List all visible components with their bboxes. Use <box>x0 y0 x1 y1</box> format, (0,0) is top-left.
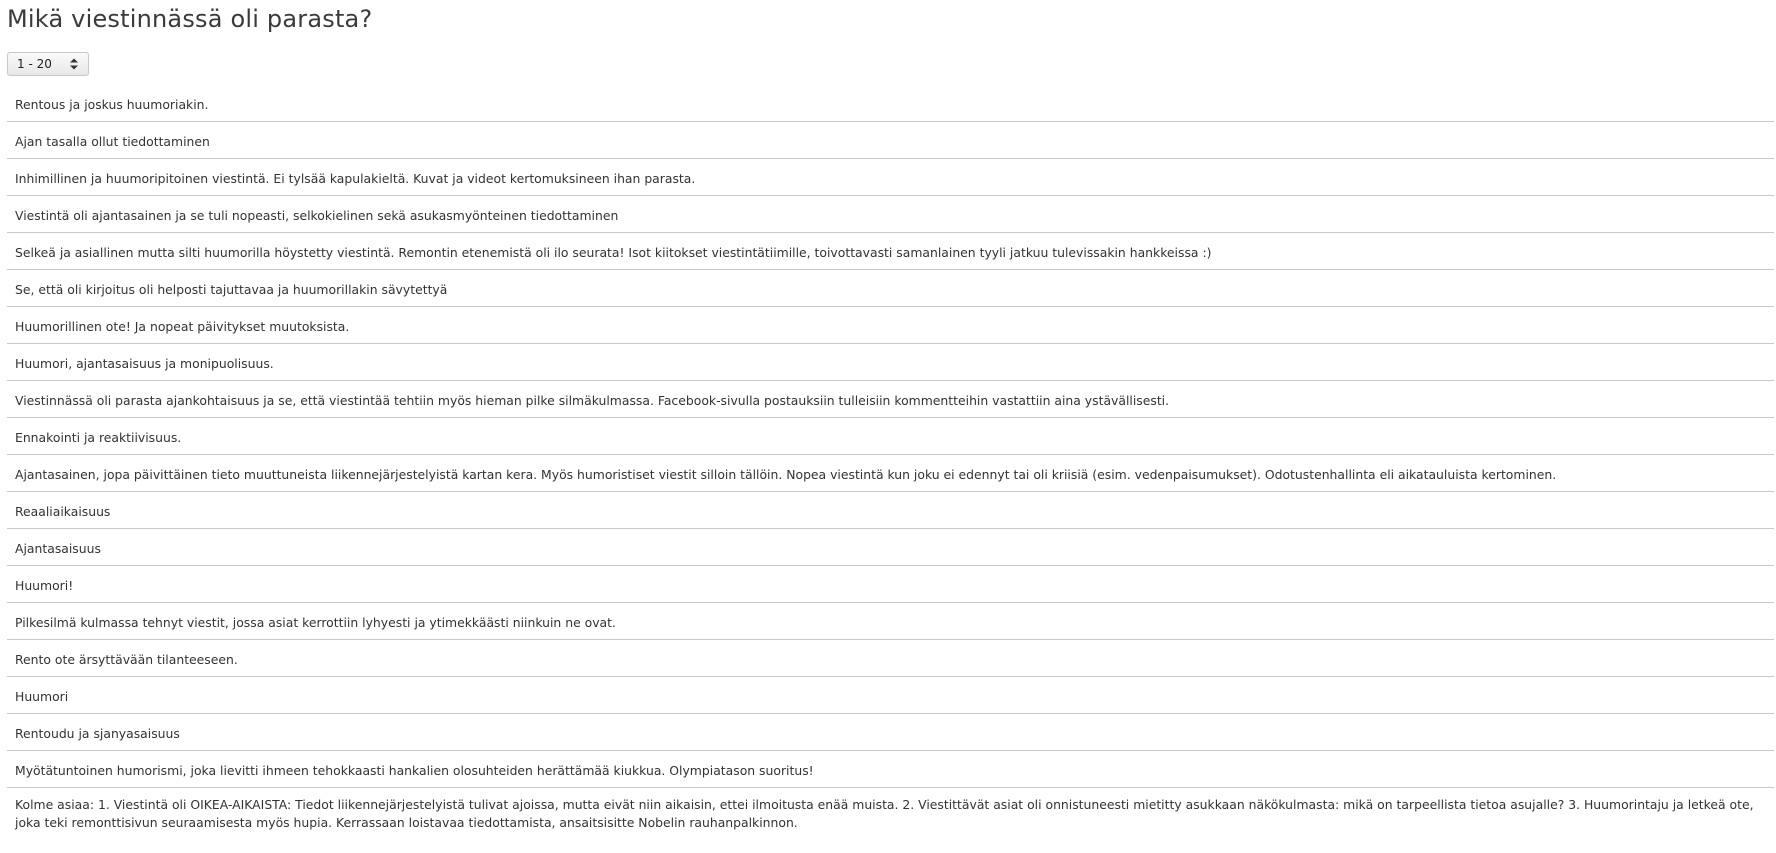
response-item: Huumori! <box>7 566 1774 603</box>
page-title: Mikä viestinnässä oli parasta? <box>7 5 373 33</box>
response-item: Rento ote ärsyttävään tilanteeseen. <box>7 640 1774 677</box>
response-item: Kolme asiaa: 1. Viestintä oli OIKEA-AIKAISTA: Tiedot liikennejärjestelyistä tulivat ajoissa, mutta eivät niin aikaisin, ettei ilmoitusta enää muista. 2. Viestittävät asiat oli onnistuneesti mietitty asukkaan näkökulmasta: mikä on tarpeellista tietoa asujalle? 3. Huumorintaju ja letkeä ote, joka teki remonttisivun seuraamisesta myös hupia. Kerrassaan loistavaa tiedottamista, ansaitsisitte Nobelin rauhanpalkinnon. <box>15 797 1754 830</box>
response-item: Huumori <box>7 677 1774 714</box>
response-item: Inhimillinen ja huumoripitoinen viestintä. Ei tylsää kapulakieltä. Kuvat ja videot kertomuksineen ihan parasta. <box>7 159 1774 196</box>
response-item: Viestinnässä oli parasta ajankohtaisuus ja se, että viestintää tehtiin myös hieman pilke silmäkulmassa. Facebook-sivulla postauksiin tulleisiin kommentteihin vastattiin aina ystävällisesti. <box>7 381 1774 418</box>
response-item: Ajan tasalla ollut tiedottaminen <box>7 122 1774 159</box>
response-item: Pilkesilmä kulmassa tehnyt viestit, jossa asiat kerrottiin lyhyesti ja ytimekkäästi niinkuin ne ovat. <box>7 603 1774 640</box>
response-item: Reaaliaikaisuus <box>7 492 1774 529</box>
response-item: Huumori, ajantasaisuus ja monipuolisuus. <box>7 344 1774 381</box>
page-range-value: 1 - 20 <box>17 57 52 71</box>
response-item: Rentoudu ja sjanyasaisuus <box>7 714 1774 751</box>
response-item: Rentous ja joskus huumoriakin. <box>7 85 1774 122</box>
response-item: Viestintä oli ajantasainen ja se tuli nopeasti, selkokielinen sekä asukasmyönteinen tiedottaminen <box>7 196 1774 233</box>
up-down-caret-icon <box>69 57 79 71</box>
response-item: Ajantasainen, jopa päivittäinen tieto muuttuneista liikennejärjestelyistä kartan kera. Myös humoristiset viestit silloin tällöin. Nopea viestintä kun joku ei edennyt tai oli kriisiä (esim. vedenpaisumukset). Odotustenhallinta eli aikatauluista kertominen. <box>7 455 1774 492</box>
response-item: Ennakointi ja reaktiivisuus. <box>7 418 1774 455</box>
response-item: Se, että oli kirjoitus oli helposti tajuttavaa ja huumorillakin sävytettyä <box>7 270 1774 307</box>
response-item: Huumorillinen ote! Ja nopeat päivitykset muutoksista. <box>7 307 1774 344</box>
page-range-select[interactable] <box>7 52 89 76</box>
response-item: Ajantasaisuus <box>7 529 1774 566</box>
response-item: Selkeä ja asiallinen mutta silti huumorilla höystetty viestintä. Remontin etenemistä oli ilo seurata! Isot kiitokset viestintätiimille, toivottavasti samanlainen tyyli jatkuu tulevissakin hankkeissa :) <box>7 233 1774 270</box>
response-item: Myötätuntoinen humorismi, joka lievitti ihmeen tehokkaasti hankalien olosuhteiden herättämää kiukkua. Olympiatason suoritus! <box>7 751 1774 788</box>
responses-list <box>7 85 1774 832</box>
